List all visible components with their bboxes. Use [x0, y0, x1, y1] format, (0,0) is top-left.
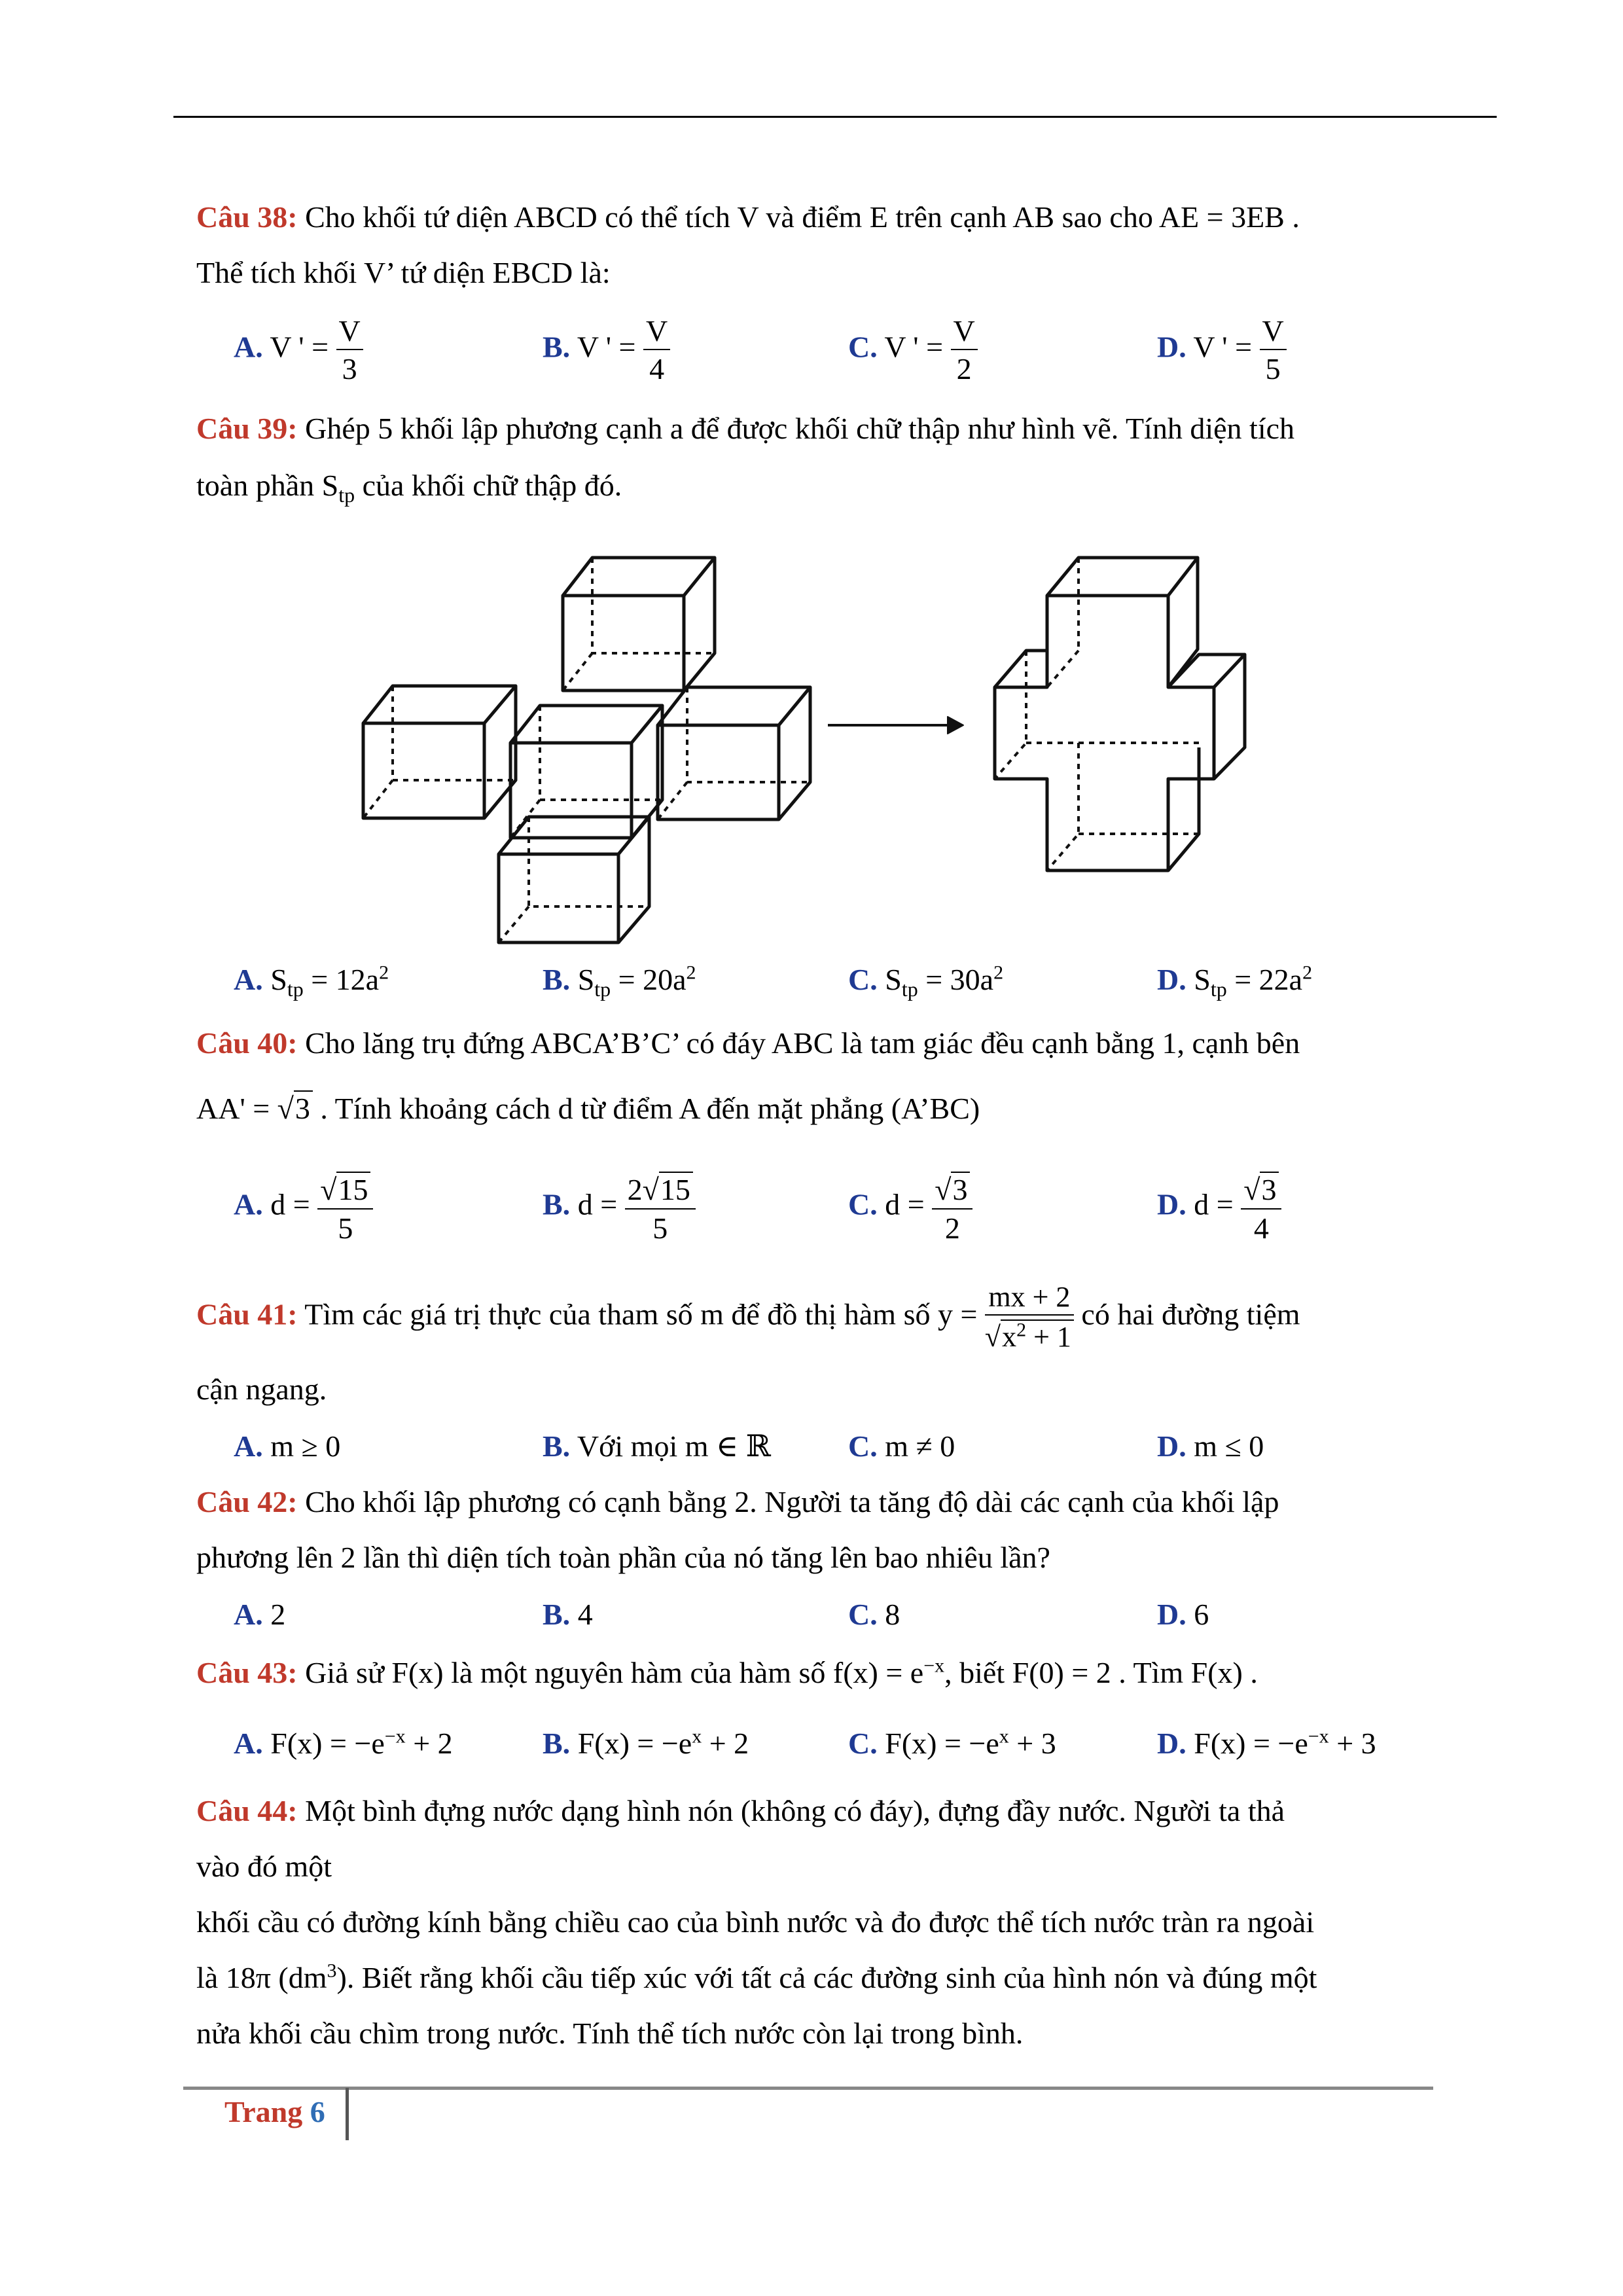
fraction: $\frac{√15}{5}$	[317, 1172, 373, 1244]
q38-option-d: D. V ' = $\frac{V}{5}$	[1157, 316, 1287, 384]
assembled-cross	[995, 558, 1245, 870]
cube-left	[363, 686, 516, 818]
fraction: $\frac{V}{4}$	[643, 316, 670, 384]
top-rule	[173, 116, 1497, 118]
fraction: $\frac{V}{3}$	[336, 316, 363, 384]
q42-option-c: C. 8	[848, 1598, 901, 1631]
fraction: $\frac{mx + 2}{√x^2 + 1}$	[985, 1283, 1074, 1352]
q39-label: Câu 39:	[196, 412, 298, 445]
q43-option-b: B. $F(x) = -e^x + 2$	[543, 1725, 749, 1760]
q40-option-b: B. d = $\frac{2√15}{5}$	[543, 1172, 696, 1244]
q40-line2: AA' = √3 . Tính khoảng cách d từ điểm A đến mặt phẳng (A’BC)	[196, 1092, 980, 1125]
q43-option-c: C. $F(x) = -e^x + 3$	[848, 1725, 1056, 1760]
fraction: $\frac{V}{2}$	[951, 316, 978, 384]
footer-rule	[183, 2087, 1433, 2090]
q41-option-a: A. m ≥ 0	[234, 1429, 341, 1463]
q41-option-b: B. Với mọi m ∈ ℝ	[543, 1429, 771, 1463]
footer-divider	[346, 2088, 349, 2140]
q41-line2: cận ngang.	[196, 1372, 327, 1406]
fraction: $\frac{√3}{4}$	[1241, 1172, 1281, 1244]
page-footer: Trang 6	[224, 2095, 325, 2128]
q44-line5: nửa khối cầu chìm trong nước. Tính thể tích nước còn lại trong bình.	[196, 2017, 1024, 2050]
q43-option-a: A. $F(x) = -e^{-x} + 2$	[234, 1725, 453, 1760]
q39-option-c: C. $S_{tp} = 30a^2$	[848, 961, 1004, 1001]
q40-option-c: C. d = $\frac{√3}{2}$	[848, 1172, 972, 1244]
cube-top	[563, 558, 715, 691]
q38-option-c: C. V ' = $\frac{V}{2}$	[848, 316, 978, 384]
q41-option-d: D. m ≤ 0	[1157, 1429, 1264, 1463]
q38-option-a: A. V ' = $\frac{V}{3}$	[234, 316, 363, 384]
q39-line2: toàn phần $S_{tp}$ của khối chữ thập đó.	[196, 469, 622, 507]
q42-option-b: B. 4	[543, 1598, 593, 1631]
q44-line3: khối cầu có đường kính bằng chiều cao của bình nước và đo được thể tích nước tràn ra ngoài	[196, 1905, 1315, 1939]
q42-option-d: D. 6	[1157, 1598, 1209, 1631]
q44-line1: Câu 44: Một bình đựng nước dạng hình nón (không có đáy), đựng đầy nước. Người ta thả	[196, 1794, 1285, 1827]
q40-line1: Câu 40: Cho lăng trụ đứng ABCA’B’C’ có đáy ABC là tam giác đều cạnh bằng 1, cạnh bên	[196, 1026, 1300, 1060]
cube-right	[658, 687, 810, 819]
fraction: $\frac{2√15}{5}$	[625, 1172, 696, 1244]
q43-line1: Câu 43: Giả sử F(x) là một nguyên hàm của hàm số $f(x) = e^{-x}$, biết F(0) = 2 . Tìm F(x) .	[196, 1655, 1258, 1689]
fraction: $\frac{V}{5}$	[1260, 316, 1287, 384]
q38-line2: Thể tích khối V’ tứ diện EBCD là:	[196, 256, 611, 289]
q42-line1: Câu 42: Cho khối lập phương có cạnh bằng 2. Người ta tăng độ dài các cạnh của khối lập	[196, 1485, 1279, 1518]
q42-label: Câu 42:	[196, 1485, 298, 1518]
fraction: $\frac{√3}{2}$	[932, 1172, 972, 1244]
q40-option-a: A. d = $\frac{√15}{5}$	[234, 1172, 373, 1244]
q39-option-d: D. $S_{tp} = 22a^2$	[1157, 961, 1313, 1001]
q42-option-a: A. 2	[234, 1598, 286, 1631]
q42-line2: phương lên 2 lần thì diện tích toàn phần của nó tăng lên bao nhiêu lần?	[196, 1541, 1050, 1574]
q40-option-d: D. d = $\frac{√3}{4}$	[1157, 1172, 1281, 1244]
q44-line2: vào đó một	[196, 1850, 332, 1883]
q39-option-a: A. $S_{tp} = 12a^2$	[234, 961, 389, 1001]
q43-label: Câu 43:	[196, 1656, 298, 1689]
q41-option-c: C. m ≠ 0	[848, 1429, 955, 1463]
q39-line1: Câu 39: Ghép 5 khối lập phương cạnh a để được khối chữ thập như hình vẽ. Tính diện tích	[196, 412, 1295, 445]
cube-bottom	[499, 817, 649, 942]
q38-label: Câu 38:	[196, 200, 298, 234]
cross-cubes-figure	[353, 517, 1283, 949]
q43-option-d: D. $F(x) = -e^{-x} + 3$	[1157, 1725, 1376, 1760]
q41-label: Câu 41:	[196, 1297, 298, 1331]
q44-line4: là 18π $(dm^3)$. Biết rằng khối cầu tiếp xúc với tất cả các đường sinh của hình nón và đúng một	[196, 1960, 1317, 1994]
q40-label: Câu 40:	[196, 1026, 298, 1060]
q38-line1: Câu 38: Cho khối tứ diện ABCD có thể tích V và điểm E trên cạnh AB sao cho AE = 3EB .	[196, 200, 1300, 234]
q38-option-b: B. V ' = $\frac{V}{4}$	[543, 316, 670, 384]
q41-line1: Câu 41: Tìm các giá trị thực của tham số m để đồ thị hàm số y = $\frac{mx + 2}{√x^2 + 1}$ có hai đường tiệm	[196, 1281, 1300, 1353]
q44-label: Câu 44:	[196, 1794, 298, 1827]
page-number: 6	[310, 2095, 325, 2128]
q39-option-b: B. $S_{tp} = 20a^2$	[543, 961, 696, 1001]
